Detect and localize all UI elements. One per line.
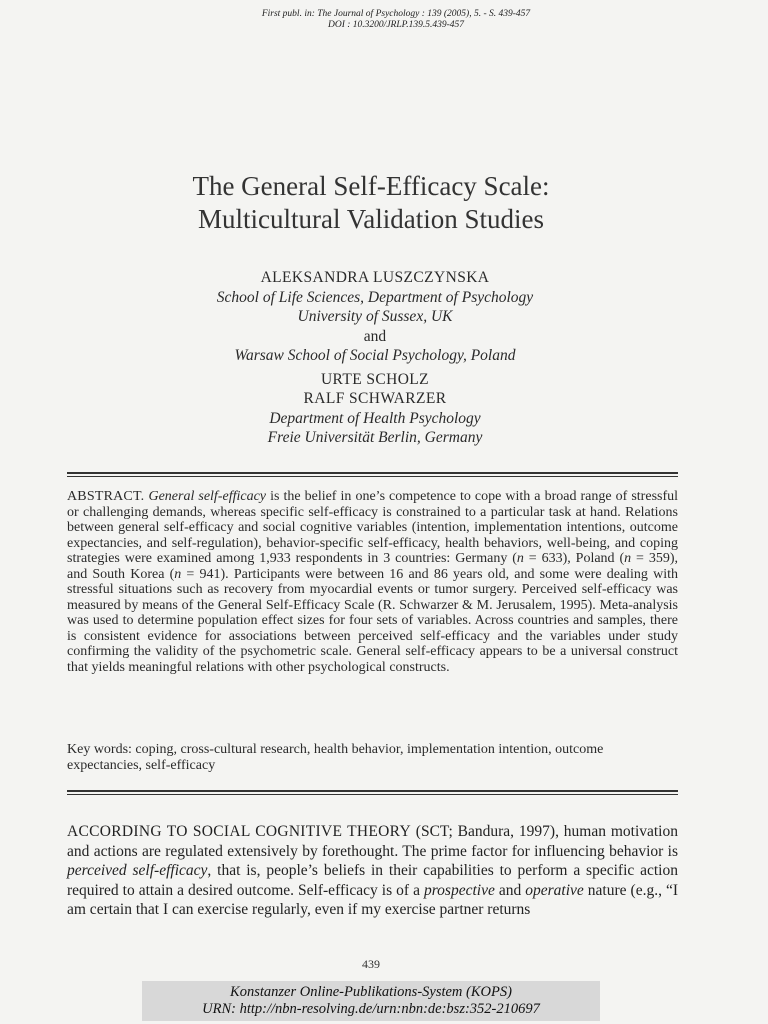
affiliation-line: Department of Health Psychology [269,409,481,427]
author-name: ALEKSANDRA LUSZCZYNSKA [260,269,490,286]
abstract-text: = 941). Participants were between 16 and 86 years old, and some were dealing with stressful situations such as recovery from myocardial events or tumor surgery. Perceived self-efficacy was measured by means of the General Self-Efficacy Scale (R. Schwarzer & M. Jerusalem, 1995). Meta-analysis was used to determine population effect sizes for four sets of variables. Across countries and samples, there is consistent evidence for associations between perceived self-efficacy and the variables under study confirming the validity of the psychometric scale. General self-efficacy appears to be a universal construct that yields meaningful relations with other psychological constructs. [67,566,678,675]
affiliation-line: Freie Universität Berlin, Germany [267,429,483,446]
repository-stamp [142,981,600,1021]
title-line-1: The General Self-Efficacy Scale: [192,171,550,201]
body-text-run: (SCT; Bandura, 1997), human motivation and actions are regulated extensively by forethought. The prime factor for influencing behavior is [67,823,678,860]
abstract-text: = 359), and South Korea ( [67,551,678,582]
abstract-label: ABSTRACT. [67,489,145,504]
abstract-text: is the belief in one’s competence to cope with a broad range of stressful or challenging demands, whereas specific self-efficacy is constrained to a particular task at hand. Relations between general self-efficacy and social cognitive variables (intention, implementation intentions, outcome expectancies, and self-regulation), behavior-specific self-efficacy, health behaviors, well-being, and coping strategies were examined among 1,933 respondents in 3 countries: Germany ( [67,489,679,566]
title-line-2: Multicultural Validation Studies [198,204,544,234]
abstract [67,489,678,675]
affiliation-line: Warsaw School of Social Psychology, Poland [234,347,516,364]
affiliation-conjunction: and [363,327,387,345]
abstract-term: General self-efficacy [148,489,267,504]
top-rule-thin [67,476,678,477]
keywords: Key words: coping, cross-cultural research, health behavior, implementation intention, outcome expectancies, self-efficacy [67,742,604,773]
body-emphasis: perceived self-efficacy [67,862,208,879]
body-lead: ACCORDING TO SOCIAL COGNITIVE THEORY [67,823,411,840]
body-text-run: and [494,881,526,899]
body-text-run: , that is, people’s beliefs in their capabilities to perform a specific action required to attain a desired outcome. Self-efficacy is of a [67,862,678,899]
abstract-text: = 633), Poland ( [523,551,625,566]
body-text [67,822,678,920]
publication-line: First publ. in: The Journal of Psychology : 139 (2005), 5. - S. 439-457 [261,9,531,19]
repository-name: Konstanzer Online-Publikations-System (KOPS) [230,984,512,1000]
author-block [0,268,750,448]
page-number: 439 [362,957,380,971]
sample-size-symbol: n [624,551,632,566]
top-rule [67,472,678,474]
author-name: RALF SCHWARZER [303,390,447,407]
body-emphasis: prospective [423,881,495,899]
publication-info [0,9,768,31]
author-name: URTE SCHOLZ [320,370,430,388]
affiliation-line: School of Life Sciences, Department of Psychology [216,288,534,306]
bottom-rule-thin [67,794,678,795]
paper-title [0,170,742,236]
sample-size-symbol: n [516,551,524,566]
bottom-rule [67,790,678,792]
sample-size-symbol: n [174,566,182,582]
body-text-run: nature (e.g., “I am certain that I can exercise regularly, even if my exercise partner returns [67,881,679,918]
body-emphasis: operative [525,881,584,899]
repository-urn: URN: http://nbn-resolving.de/urn:nbn:de:bsz:352-210697 [202,1001,540,1017]
doi-line: DOI : 10.3200/JRLP.139.5.439-457 [328,20,464,30]
affiliation-line: University of Sussex, UK [297,308,453,325]
